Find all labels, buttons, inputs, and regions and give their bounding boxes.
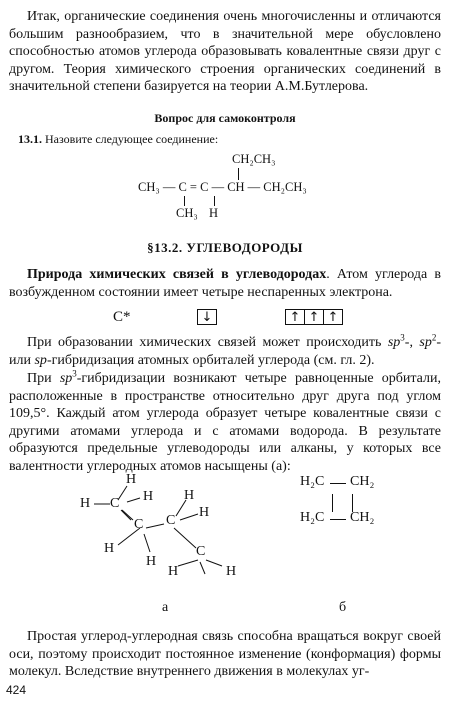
selfcheck-title: Вопрос для самоконтроля bbox=[154, 111, 296, 125]
section-title: §13.2. УГЛЕВОДОРОДЫ bbox=[147, 240, 303, 255]
atom-h: H bbox=[146, 554, 157, 569]
atom-h: H bbox=[199, 505, 210, 520]
formula-bottom-left: CH₃ bbox=[176, 206, 198, 220]
atom-h: H bbox=[143, 489, 154, 504]
atom-h: H bbox=[184, 488, 195, 503]
p-orbital-box-2: ↑ bbox=[304, 309, 324, 325]
para3-text-b: -гибридизации возникают четыре равноценные орбитали, расположенные в пространстве относительно друг друга под углом 109,5°. Каждый атом углерода образует четыре ковалентные связи с другими атомами углерода и с атомами водорода. В результате образуются предельные углеводороды или алканы, у которых все валентности углеродных атомов насыщены (а): bbox=[9, 371, 441, 474]
atom-h: H bbox=[80, 496, 91, 511]
atom-h: H bbox=[104, 541, 115, 556]
atom-c: C bbox=[110, 496, 120, 511]
para1-rest: . Атом углерода в возбужденном состоянии имеет четыре неспаренных электрона. bbox=[9, 267, 441, 300]
p-orbital-box-1: ↑ bbox=[285, 309, 305, 325]
para2-sp2: sp bbox=[419, 335, 432, 350]
para2-sup2: 2 bbox=[431, 332, 437, 343]
para3-text-a: При bbox=[27, 371, 60, 386]
page-number: 424 bbox=[6, 683, 27, 697]
para3-sup3: 3 bbox=[72, 368, 77, 379]
ring-bond-bottom bbox=[330, 519, 346, 520]
carbon-excited-label: C* bbox=[113, 309, 131, 325]
formula-main-chain: CH₃ — C = C — CH — CH₂CH₃ bbox=[138, 180, 307, 194]
atom-h: H bbox=[168, 564, 179, 579]
atom-c: C bbox=[134, 517, 144, 532]
atom-c: C bbox=[166, 513, 176, 528]
ring-bottom-right: CH₂ bbox=[350, 510, 375, 525]
para2-sp: sp bbox=[34, 352, 47, 368]
atom-c: C bbox=[196, 544, 206, 559]
para2-sp3: sp bbox=[387, 335, 401, 350]
para2-text-b: - или bbox=[9, 335, 441, 368]
ring-top-right: CH₂ bbox=[350, 474, 375, 489]
s-orbital-box: ↓ bbox=[197, 309, 217, 325]
para2-sup3: 3 bbox=[400, 332, 405, 343]
atom-h: H bbox=[126, 472, 137, 487]
para2-sep: -, bbox=[404, 335, 420, 350]
ring-bond-left bbox=[332, 494, 333, 512]
question-text: Назовите следующее соединение: bbox=[45, 132, 219, 146]
ring-top-left: H₂C bbox=[300, 474, 325, 489]
formula-bottom-right: H bbox=[209, 206, 219, 220]
para3-sp3: sp bbox=[59, 371, 73, 386]
structure-a-label: а bbox=[162, 600, 169, 615]
ring-bottom-left: H₂C bbox=[300, 510, 325, 525]
atom-h: H bbox=[226, 564, 237, 579]
bold-lead: Природа химических связей в углеводородах bbox=[27, 267, 327, 282]
question-number: 13.1. bbox=[18, 132, 42, 146]
para2-text-a: При образовании химических связей может происходить bbox=[27, 335, 388, 350]
para2-text-c: -гибридизация атомных орбиталей углерода (см. гл. 2). bbox=[46, 352, 375, 368]
intro-paragraph: Итак, органические соединения очень многочисленны и отличаются большим разнообразием, что в значительной мере обусловлено способностью атомов углерода образовывать ковалентные связи друг с другом. Теория химического строения органических соединений в значительной степени базируется на теории А.М.Бутлерова. bbox=[9, 9, 441, 94]
formula-branch-top: CH₂CH₃ bbox=[232, 152, 276, 166]
p-orbital-box-3: ↑ bbox=[323, 309, 343, 325]
structure-b-label: б bbox=[339, 600, 347, 615]
ring-bond-top bbox=[330, 483, 346, 484]
paragraph-rotation: Простая углерод-углеродная связь способна вращаться вокруг своей оси, поэтому происходит постоянное изменение (конформация) формы молекул. Вследствие внутреннего движения в молекулах уг- bbox=[9, 629, 441, 679]
